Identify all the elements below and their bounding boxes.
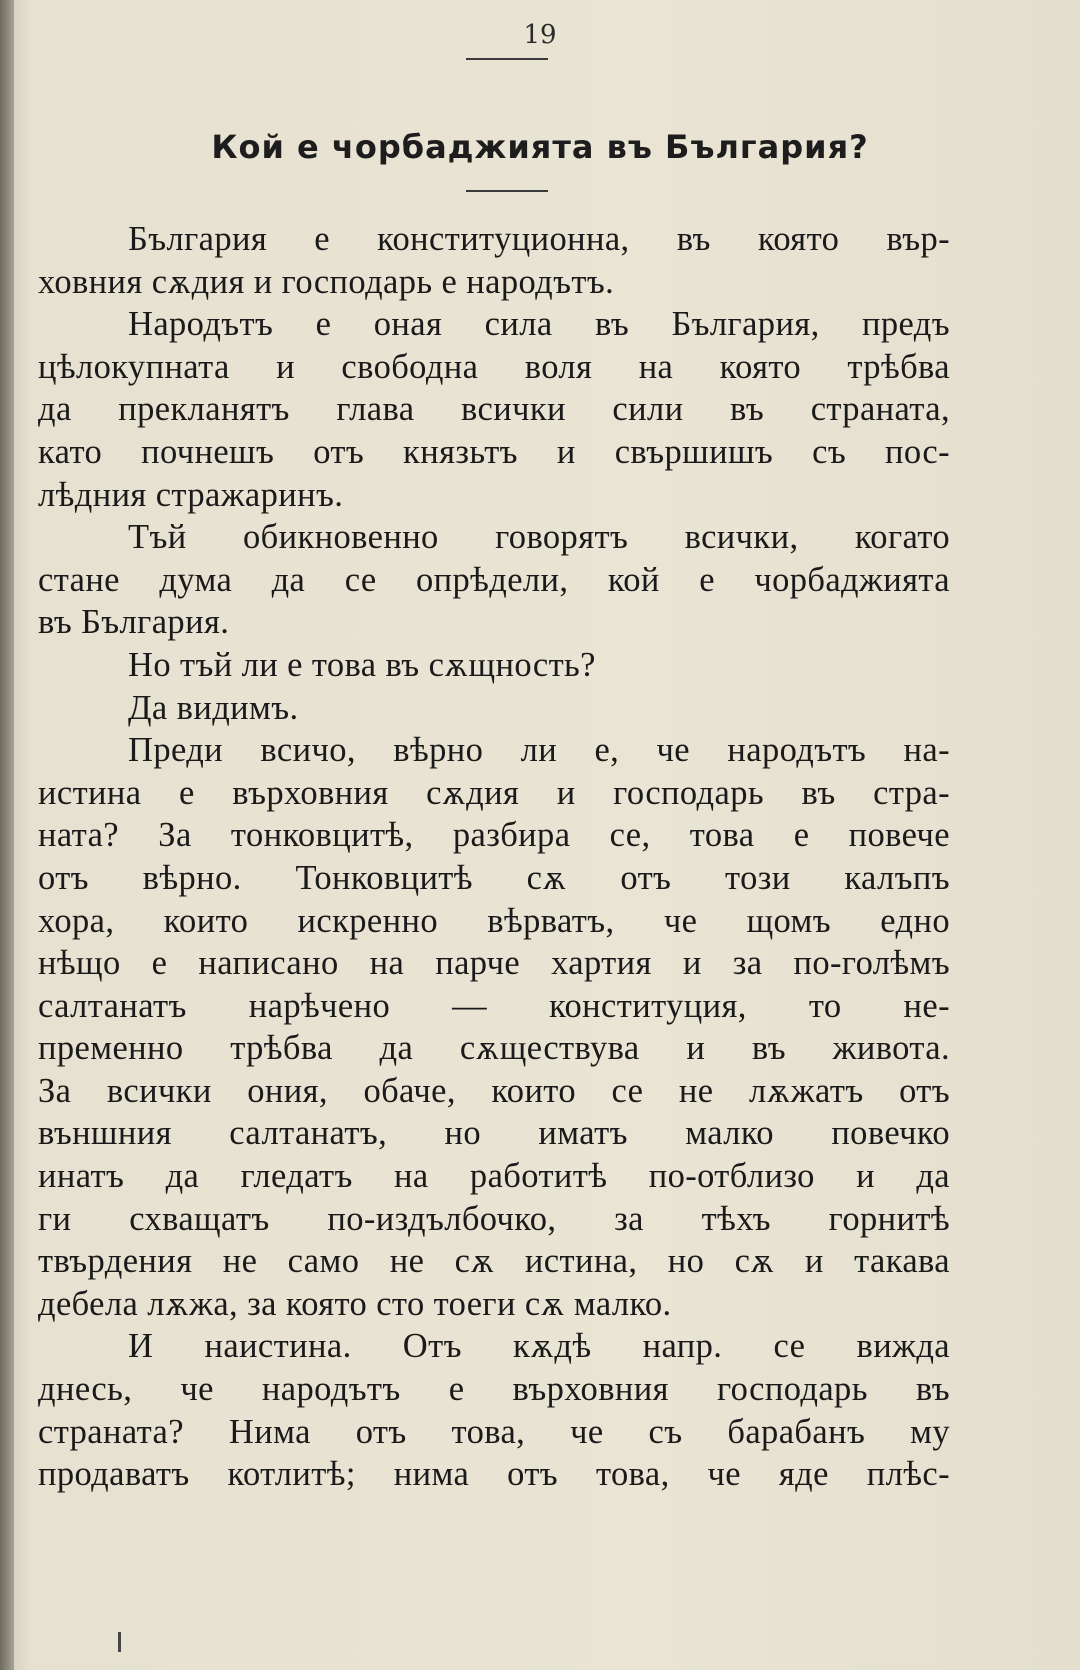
- body-text: [38, 218, 950, 1496]
- spine-shadow: [0, 0, 14, 1670]
- text-line: въ България.: [38, 603, 230, 642]
- text-line: лѣдния стражаринъ.: [38, 475, 344, 514]
- text-line: днесь, че народътъ е върховния господарь въ: [38, 1370, 950, 1409]
- text-line: пременно трѣбва да сѫществува и въ живота.: [38, 1029, 950, 1068]
- text-line: страната? Нима отъ това, че съ барабанъ му: [38, 1412, 950, 1451]
- text-line: да прекланятъ глава всички сили въ страната,: [38, 390, 950, 429]
- text-line: България е конституционна, въ която вър-: [128, 220, 950, 258]
- text-line: Народътъ е оная сила въ България, предъ: [128, 305, 950, 344]
- text-line: ната? За тонковцитѣ, разбира се, това е повече: [38, 816, 950, 855]
- text-line: стане дума да се опрѣдели, кой е чорбаджията: [38, 560, 950, 599]
- text-line: нѣщо е написано на парче хартия и за по-голѣмъ: [38, 944, 950, 983]
- text-line: продаватъ котлитѣ; нима отъ това, че яде плѣс-: [38, 1455, 950, 1494]
- text-line: ховния сѫдия и господарь е народътъ.: [38, 262, 615, 301]
- text-line: Но тъй ли е това въ сѫщность?: [128, 645, 596, 684]
- text-line: ги схващатъ по-издълбочко, за тѣхъ горнитѣ: [38, 1199, 950, 1238]
- text-line: цѣлокупната и свободна воля на която трѣбва: [38, 347, 950, 386]
- text-line: отъ вѣрно. Тонковцитѣ сѫ отъ този калъпъ: [38, 858, 950, 897]
- text-line: За всички ония, обаче, които се не лѫжатъ отъ: [38, 1071, 950, 1110]
- text-line: Преди всичо, вѣрно ли е, че народътъ на-: [128, 731, 950, 770]
- print-mark: [118, 1632, 121, 1652]
- text-line: И наистина. Отъ кѫдѣ напр. се вижда: [128, 1327, 950, 1366]
- title-rule: [466, 190, 548, 192]
- chapter-title: Кой е чорбаджията въ България?: [211, 128, 869, 166]
- text-line: твърдения не само не сѫ истина, но сѫ и такава: [38, 1242, 950, 1281]
- text-line: хора, които искренно вѣрватъ, че щомъ едно: [38, 901, 950, 940]
- text-line: инатъ да гледатъ на работитѣ по-отблизо и да: [38, 1157, 950, 1196]
- text-line: истина е върховния сѫдия и господарь въ стра-: [38, 773, 950, 812]
- text-line: като почнешъ отъ князьтъ и свършишъ съ пос-: [38, 432, 950, 471]
- text-line: Тъй обикновенно говорятъ всички, когато: [128, 518, 950, 557]
- text-line: салтанатъ нарѣчено — конституция, то не-: [38, 986, 950, 1025]
- page-number: 19: [523, 20, 557, 50]
- page-number-rule: [466, 58, 548, 60]
- text-line: дебела лѫжа, за която сто тоеги сѫ малко.: [38, 1284, 672, 1323]
- text-line: Да видимъ.: [128, 688, 299, 727]
- text-line: външния салтанатъ, но иматъ малко повечко: [38, 1114, 950, 1153]
